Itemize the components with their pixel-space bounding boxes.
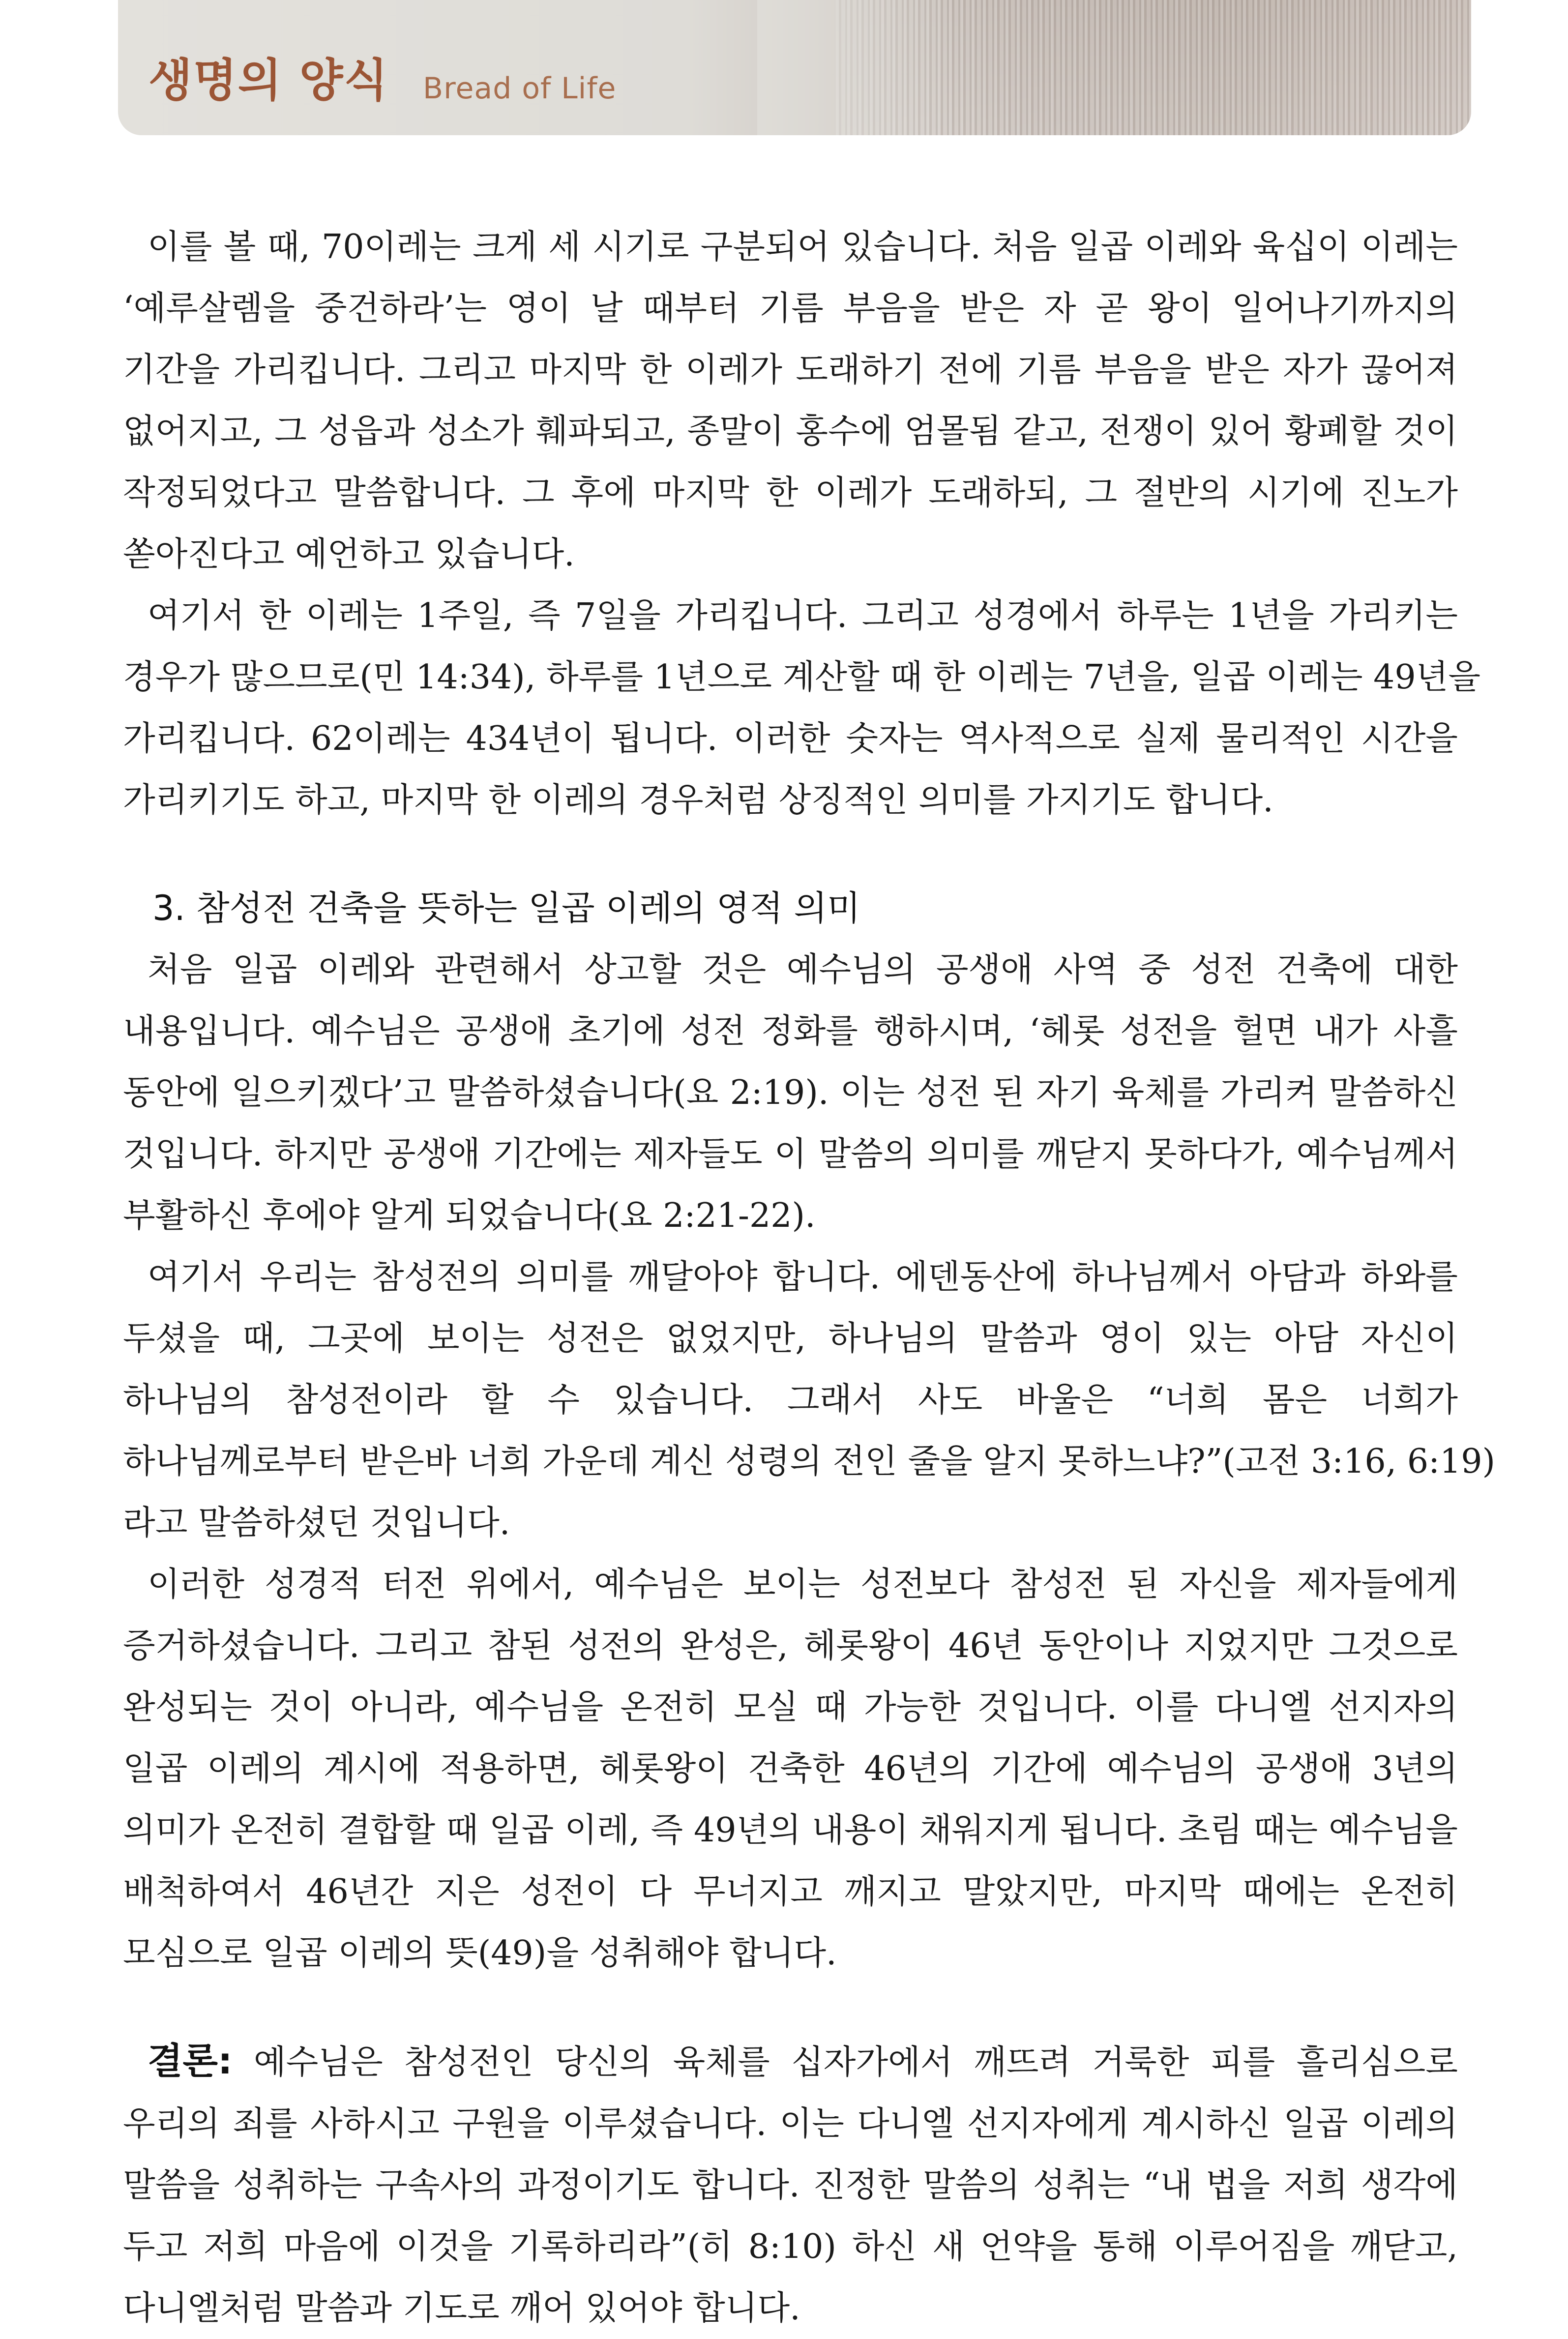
text-line: 하나님께로부터 받은바 너희 가운데 계신 성령의 전인 줄을 알지 못하느냐?”(고전 3:16, 6:19) [123, 1442, 1496, 1481]
text-line: 다니엘처럼 말씀과 기도로 깨어 있어야 합니다. [123, 2289, 800, 2328]
conclusion-first-line: 예수님은 참성전인 당신의 육체를 십자가에서 깨뜨려 거룩한 피를 흘리심으로 [253, 2043, 1458, 2082]
section-heading: 3. 참성전 건축을 뜻하는 일곱 이레의 영적 의미 [152, 888, 860, 928]
text-line: 두고 저희 마음에 이것을 기록하리라”(히 8:10) 하신 새 언약을 통해 이루어짐을 깨닫고, [123, 2227, 1458, 2266]
paragraph-section3-2 [123, 1246, 1496, 1554]
text-line: 여기서 한 이레는 1주일, 즉 7일을 가리킵니다. 그리고 성경에서 하루는 1년을 가리키는 [148, 596, 1458, 635]
text-line: 부활하신 후에야 알게 되었습니다(요 2:21-22). [123, 1196, 816, 1235]
spacer [123, 831, 1458, 878]
text-line: 가리키기도 하고, 마지막 한 이레의 경우처럼 상징적인 의미를 가지기도 합니다. [123, 781, 1273, 820]
section-title: 생명의 양식 [148, 54, 389, 107]
text-line [123, 2031, 1458, 2093]
paragraph-section3-1 [123, 939, 1458, 1246]
text-line: 모심으로 일곱 이레의 뜻(49)을 성취해야 합니다. [123, 1934, 837, 1973]
page-header-banner [118, 0, 1471, 135]
paragraph-section3-3 [123, 1554, 1458, 1984]
text-line: 없어지고, 그 성읍과 성소가 훼파되고, 종말이 홍수에 엄몰됨 같고, 전쟁이 있어 황폐할 것이 [123, 412, 1458, 451]
text-line: 동안에 일으키겠다’고 말씀하셨습니다(요 2:19). 이는 성전 된 자기 육체를 가리켜 말씀하신 [123, 1073, 1458, 1112]
text-line: 의미가 온전히 결합할 때 일곱 이레, 즉 49년의 내용이 채워지게 됩니다. 초림 때는 예수님을 [123, 1811, 1458, 1850]
text-line: 쏟아진다고 예언하고 있습니다. [123, 535, 575, 574]
text-line: 일곱 이레의 계시에 적용하면, 헤롯왕이 건축한 46년의 기간에 예수님의 공생애 3년의 [123, 1749, 1458, 1788]
text-line: 두셨을 때, 그곳에 보이는 성전은 없었지만, 하나님의 말씀과 영이 있는 아담 자신이 [123, 1319, 1458, 1358]
text-line: 여기서 우리는 참성전의 의미를 깨달아야 합니다. 에덴동산에 하나님께서 아담과 하와를 [148, 1258, 1458, 1297]
text-line: 배척하여서 46년간 지은 성전이 다 무너지고 깨지고 말았지만, 마지막 때에는 온전히 [123, 1872, 1458, 1911]
paragraph-intro-1 [123, 216, 1458, 585]
text-line: 작정되었다고 말씀합니다. 그 후에 마지막 한 이레가 도래하되, 그 절반의 시기에 진노가 [123, 474, 1458, 512]
text-line: 우리의 죄를 사하시고 구원을 이루셨습니다. 이는 다니엘 선지자에게 계시하신 일곱 이레의 [123, 2104, 1458, 2143]
text-line: 말씀을 성취하는 구속사의 과정이기도 합니다. 진정한 말씀의 성취는 “내 법을 저희 생각에 [123, 2166, 1458, 2205]
text-line: 라고 말씀하셨던 것입니다. [123, 1504, 510, 1542]
text-line: 처음 일곱 이레와 관련해서 상고할 것은 예수님의 공생애 사역 중 성전 건축에 대한 [148, 950, 1458, 989]
text-line: 완성되는 것이 아니라, 예수님을 온전히 모실 때 가능한 것입니다. 이를 다니엘 선지자의 [123, 1688, 1458, 1727]
paragraph-intro-2 [123, 585, 1481, 831]
text-line: 내용입니다. 예수님은 공생애 초기에 성전 정화를 행하시며, ‘헤롯 성전을 헐면 내가 사흘 [123, 1012, 1458, 1051]
article-body [123, 216, 1496, 2339]
text-line: 것입니다. 하지만 공생애 기간에는 제자들도 이 말씀의 의미를 깨닫지 못하다가, 예수님께서 [123, 1135, 1458, 1174]
text-line: ‘예루살렘을 중건하라’는 영이 날 때부터 기름 부음을 받은 자 곧 왕이 일어나기까지의 [123, 289, 1458, 328]
text-line: 기간을 가리킵니다. 그리고 마지막 한 이레가 도래하기 전에 기름 부음을 받은 자가 끊어져 [123, 351, 1458, 389]
spacer [123, 1984, 1458, 2031]
text-line: 이러한 성경적 터전 위에서, 예수님은 보이는 성전보다 참성전 된 자신을 제자들에게 [148, 1565, 1458, 1604]
text-line: 하나님의 참성전이라 할 수 있습니다. 그래서 사도 바울은 “너희 몸은 너희가 [123, 1381, 1458, 1420]
header-image-fade [757, 0, 954, 135]
text-line: 경우가 많으므로(민 14:34), 하루를 1년으로 계산할 때 한 이레는 7년을, 일곱 이레는 49년을 [123, 658, 1481, 697]
paragraph-conclusion [123, 2031, 1458, 2339]
conclusion-label: 결론: [148, 2040, 233, 2082]
text-line: 가리킵니다. 62이레는 434년이 됩니다. 이러한 숫자는 역사적으로 실제 물리적인 시간을 [123, 719, 1458, 758]
text-line: 증거하셨습니다. 그리고 참된 성전의 완성은, 헤롯왕이 46년 동안이나 지었지만 그것으로 [123, 1627, 1458, 1665]
section-subtitle: Bread of Life [423, 71, 617, 106]
text-line: 이를 볼 때, 70이레는 크게 세 시기로 구분되어 있습니다. 처음 일곱 이레와 육십이 이레는 [148, 228, 1458, 266]
